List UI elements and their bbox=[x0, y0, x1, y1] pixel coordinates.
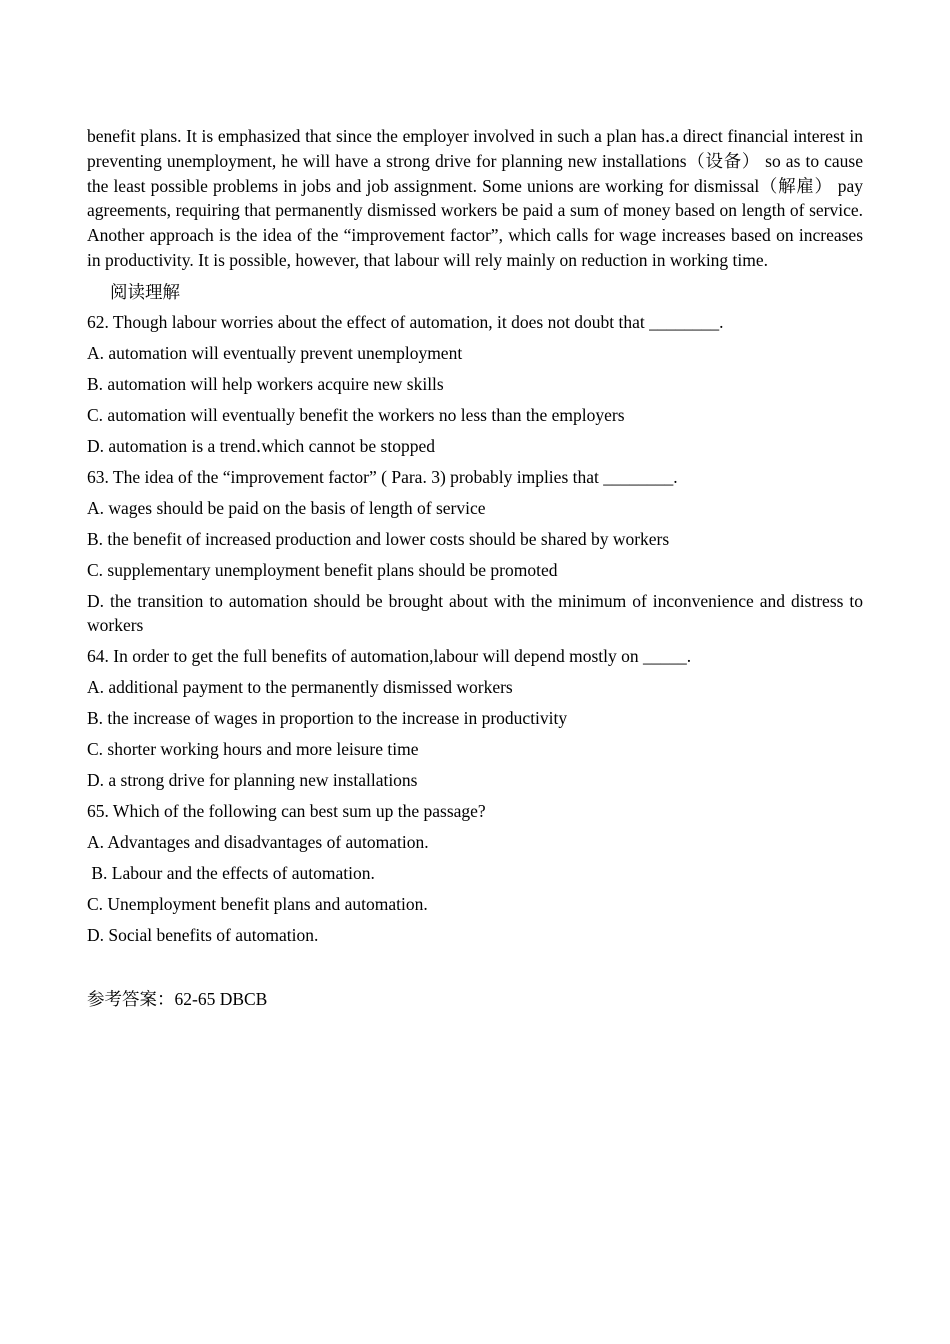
question-65 bbox=[87, 799, 863, 947]
option-d: D. automation is a trend․which cannot be stopped bbox=[87, 435, 435, 456]
option-d: D. Social benefits of automation. bbox=[87, 924, 319, 945]
option-a: A. automation will eventually prevent unemployment bbox=[87, 342, 463, 363]
option-b: B. Labour and the effects of automation. bbox=[87, 862, 375, 883]
question-stem: 63. The idea of the “improvement factor” ( Para. 3) probably implies that ________. bbox=[87, 466, 678, 487]
option-a: A. wages should be paid on the basis of length of service bbox=[87, 497, 486, 518]
option-c: C. supplementary unemployment benefit plans should be promoted bbox=[87, 559, 558, 580]
option-c: C. shorter working hours and more leisure time bbox=[87, 738, 419, 759]
option-b: B. the increase of wages in proportion to the increase in productivity bbox=[87, 707, 568, 728]
question-64 bbox=[87, 644, 863, 792]
passage-paragraph: benefit plans. It is emphasized that since the employer involved in such a plan has․a direct financial interest in preventing unemployment, he will have a strong drive for planning new installations（设备） so as to cause the least possible problems in jobs and job assignment. Some unions are working for dismissal（解雇） pay agreements, requiring that permanently dismissed workers be paid a sum of money based on length of service. Another approach is the idea of the “improvement factor”, which calls for wage increases based on increases in productivity. It is possible, however, that labour will rely mainly on reduction in working time. bbox=[87, 126, 863, 270]
answer-key: 参考答案：62-65 DBCB bbox=[87, 988, 268, 1009]
document-page bbox=[87, 124, 863, 1011]
question-62 bbox=[87, 310, 863, 458]
option-c: C. automation will eventually benefit the workers no less than the employers bbox=[87, 404, 625, 425]
option-a: A. additional payment to the permanently dismissed workers bbox=[87, 676, 513, 697]
option-d: D. a strong drive for planning new installations bbox=[87, 769, 418, 790]
option-b: B. automation will help workers acquire new skills bbox=[87, 373, 444, 394]
question-stem: 62. Though labour worries about the effect of automation, it does not doubt that ________. bbox=[87, 311, 724, 332]
question-stem: 65. Which of the following can best sum up the passage? bbox=[87, 800, 486, 821]
question-stem: 64. In order to get the full benefits of automation,labour will depend mostly on _____. bbox=[87, 645, 692, 666]
question-63 bbox=[87, 465, 863, 637]
section-label: 阅读理解 bbox=[110, 281, 180, 302]
option-d: D. the transition to automation should be brought about with the minimum of inconvenience and distress to workers bbox=[87, 590, 863, 635]
option-b: B. the benefit of increased production and lower costs should be shared by workers bbox=[87, 528, 670, 549]
option-a: A. Advantages and disadvantages of automation. bbox=[87, 831, 429, 852]
option-c: C. Unemployment benefit plans and automation. bbox=[87, 893, 428, 914]
